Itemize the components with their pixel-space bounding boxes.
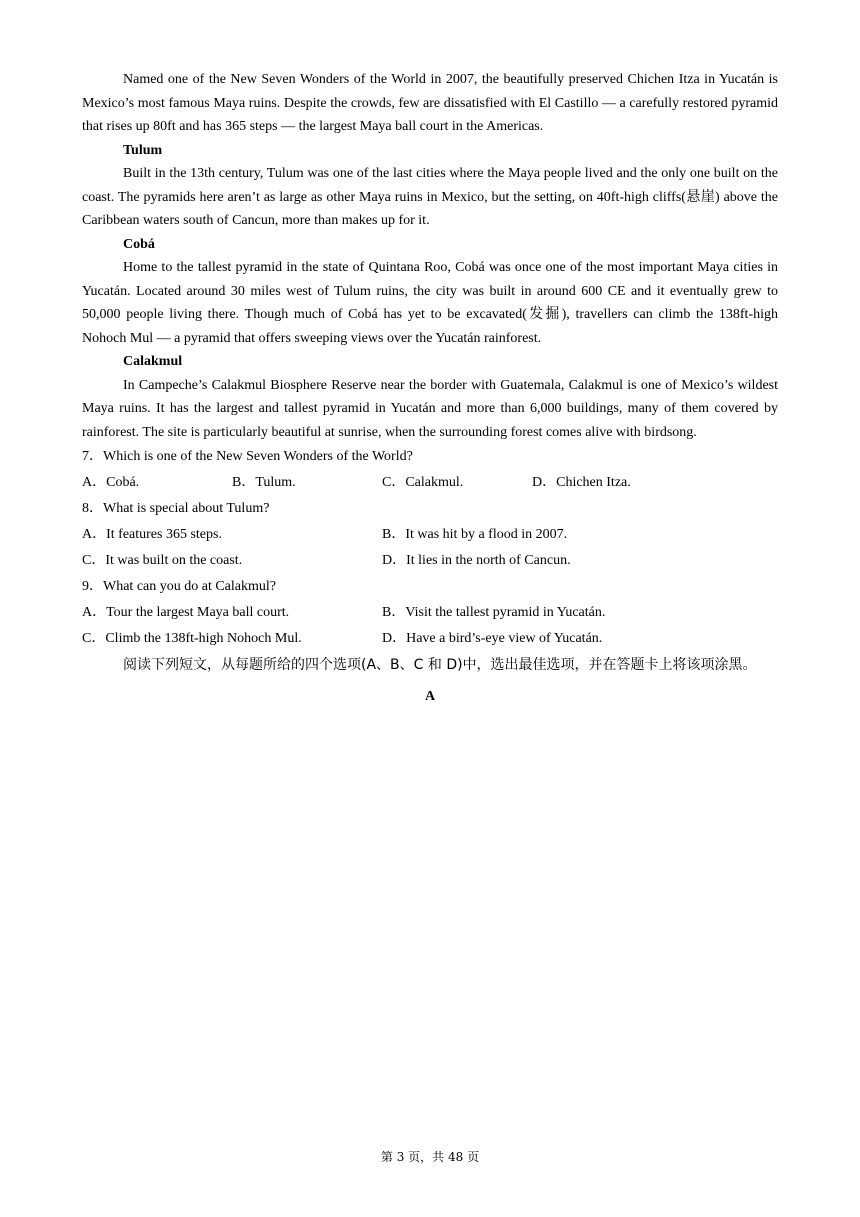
question-9-option-a: A．Tour the largest Maya ball court. — [82, 605, 290, 620]
question-7-options — [82, 470, 778, 496]
question-8-stem: 8．What is special about Tulum? — [82, 501, 270, 516]
section-text-coba: Home to the tallest pyramid in the state of Quintana Roo, Cobá was once one of the most important Maya cities in Yucatán. Located around 30 miles west of Tulum ruins, the city was built in around 600 CE and it eventually grew to 50,000 people living there. Though much of Cobá has yet to be excavated(发掘), travellers can climb the 138ft-high Nohoch Mul — a pyramid that offers sweeping views over the Yucatán rainforest. — [82, 260, 778, 346]
question-9-option-c: C．Climb the 138ft-high Nohoch Mul. — [82, 631, 302, 646]
question-9-stem: 9．What can you do at Calakmul? — [82, 579, 276, 594]
document-page — [82, 68, 778, 710]
section-heading-calakmul: Calakmul — [123, 354, 183, 369]
question-7-option-a: A．Cobá. — [82, 475, 140, 490]
section-heading-tulum: Tulum — [123, 142, 163, 158]
question-7-option-b: B．Tulum. — [232, 475, 296, 490]
reading-instruction: 阅读下列短文，从每题所给的四个选项(A、B、C 和 D)中，选出最佳选项，并在答题卡上将该项涂黑。 — [123, 657, 757, 673]
section-text-tulum: Built in the 13th century, Tulum was one of the last cities where the Maya people lived and the only one built on the coast. The pyramids here aren’t as large as other Maya ruins in Mexico, but the setting, on 40ft-high cliffs(悬崖) above the Caribbean waters south of Cancun, more than makes up for it. — [82, 166, 778, 228]
section-text-calakmul: In Campeche’s Calakmul Biosphere Reserve near the border with Guatemala, Calakmul is one of Mexico’s wildest Maya ruins. It has the largest and tallest pyramid in Yucatán and more than 6,000 buildings, many of them covered by rainforest. The site is particularly beautiful at sunrise, when the surrounding forest comes alive with birdsong. — [82, 377, 778, 440]
question-8-options-row-1 — [82, 522, 778, 548]
section-heading-coba: Cobá — [123, 236, 155, 252]
question-8-option-d: D．It lies in the north of Cancun. — [382, 553, 571, 568]
question-7-stem: 7．Which is one of the New Seven Wonders of the World? — [82, 449, 413, 464]
question-9-option-d: D．Have a bird’s-eye view of Yucatán. — [382, 631, 603, 646]
question-9-options-row-1 — [82, 600, 778, 626]
question-8-option-c: C．It was built on the coast. — [82, 553, 243, 568]
section-letter: A — [424, 688, 436, 704]
question-7-option-c: C．Calakmul. — [382, 475, 464, 490]
question-7-option-d: D．Chichen Itza. — [532, 475, 631, 490]
question-8-option-b: B．It was hit by a flood in 2007. — [382, 527, 568, 542]
question-8-options-row-2 — [82, 548, 778, 574]
page-footer: 第 3 页，共 48 页 — [380, 1150, 480, 1164]
question-9-options-row-2 — [82, 626, 778, 652]
question-9-option-b: B．Visit the tallest pyramid in Yucatán. — [382, 605, 606, 620]
question-8-option-a: A．It features 365 steps. — [82, 527, 222, 542]
passage-intro: Named one of the New Seven Wonders of the World in 2007, the beautifully preserved Chichen Itza in Yucatán is Mexico’s most famous Maya ruins. Despite the crowds, few are dissatisfied with El Castillo — a carefully restored pyramid that rises up 80ft and has 365 steps — the largest Maya ball court in the Americas. — [82, 72, 778, 134]
